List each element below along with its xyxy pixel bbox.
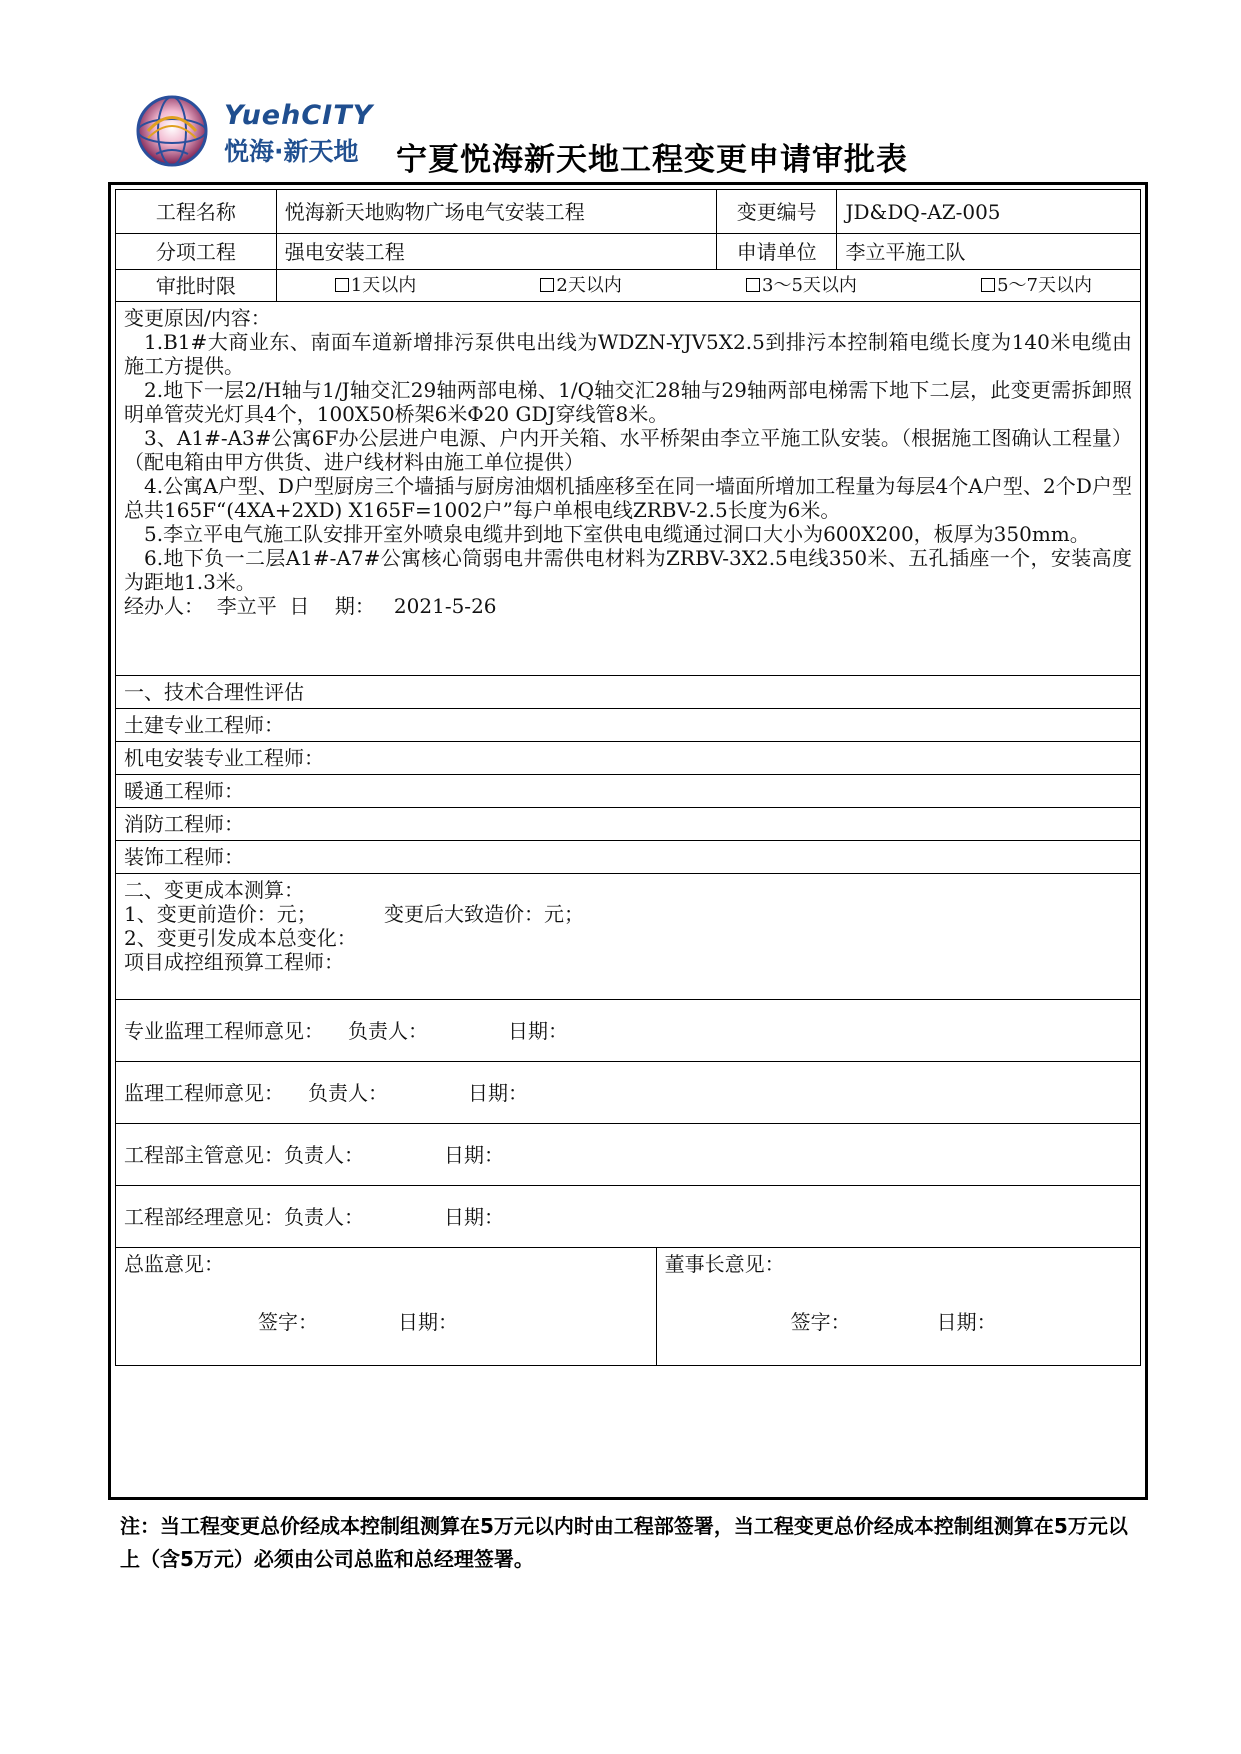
chief-date-label: 日期： xyxy=(398,1310,458,1334)
reason-heading: 变更原因/内容： xyxy=(124,306,271,330)
approval-form-table xyxy=(115,189,1141,1366)
form-frame xyxy=(108,182,1148,1500)
sub-project-label: 分项工程 xyxy=(116,234,277,270)
project-name-value: 悦海新天地购物广场电气安装工程 xyxy=(276,190,716,234)
chief-sign-label: 签字： xyxy=(258,1310,318,1334)
opinion-owner: 负责人： xyxy=(284,1204,364,1229)
opinion-date: 日期： xyxy=(468,1080,528,1105)
reason-item-4: 4.公寓A户型、D户型厨房三个墙插与厨房油烟机插座移至在同一墙面所增加工程量为每层4个A户型、2个D户型总共165F“(4XA+2XD) X165F=1002户”每户单根电线ZRBV-2.5长度为6米。 xyxy=(124,474,1132,522)
checkbox-icon xyxy=(746,278,760,292)
opinion-label: 监理工程师意见： xyxy=(124,1080,284,1105)
deadline-label: 审批时限 xyxy=(116,270,277,302)
row-opinion-1 xyxy=(116,1000,1141,1062)
handler-line: 经办人： 李立平 日 期： 2021-5-26 xyxy=(124,594,497,618)
mep-engineer-field[interactable]: 机电安装专业工程师： xyxy=(116,742,1141,775)
checkbox-icon xyxy=(335,278,349,292)
chairman-opinion-cell[interactable] xyxy=(656,1248,1140,1366)
civil-engineer-field[interactable]: 土建专业工程师： xyxy=(116,709,1141,742)
row-opinion-4 xyxy=(116,1186,1141,1248)
chief-opinion-cell[interactable] xyxy=(116,1248,657,1366)
chairman-opinion-label: 董事长意见： xyxy=(664,1252,785,1276)
opinion-cell[interactable] xyxy=(116,1000,1141,1062)
hvac-engineer-field[interactable]: 暖通工程师： xyxy=(116,775,1141,808)
deadline-option-label: 3～5天以内 xyxy=(762,274,857,296)
row-opinion-2 xyxy=(116,1062,1141,1124)
footer-note: 注：当工程变更总价经成本控制组测算在5万元以内时由工程部签署，当工程变更总价经成本控制组测算在5万元以上（含5万元）必须由公司总监和总经理签署。 xyxy=(120,1514,1128,1571)
opinion-date: 日期： xyxy=(444,1204,504,1229)
change-reason-cell xyxy=(116,302,1141,676)
deadline-option-4[interactable] xyxy=(981,275,1092,297)
checkbox-icon xyxy=(981,278,995,292)
row-cost-estimate xyxy=(116,874,1141,1000)
budget-engineer-field[interactable]: 项目成控组预算工程师： xyxy=(124,950,344,974)
cost-after-field[interactable]: 变更后大致造价：元； xyxy=(384,902,584,926)
opinion-label: 专业监理工程师意见： xyxy=(124,1018,324,1043)
sub-project-value: 强电安装工程 xyxy=(276,234,716,270)
fire-engineer-field[interactable]: 消防工程师： xyxy=(116,808,1141,841)
checkbox-icon xyxy=(540,278,554,292)
globe-logo-icon xyxy=(136,94,208,168)
opinion-label: 工程部经理意见： xyxy=(124,1204,284,1229)
row-final-approval xyxy=(116,1248,1141,1366)
opinion-date: 日期： xyxy=(508,1018,568,1043)
reason-item-2: 2.地下一层2/H轴与1/J轴交汇29轴两部电梯、1/Q轴交汇28轴与29轴两部电梯需下地下二层，此变更需拆卸照明单管荧光灯具4个，100X50桥架6米Φ20 GDJ穿线管8米。 xyxy=(124,378,1132,426)
company-logo xyxy=(136,94,380,170)
reason-item-3: 3、A1#-A3#公寓6F办公层进户电源、户内开关箱、水平桥架由李立平施工队安装。（根据施工图确认工程量）（配电箱由甲方供货、进户线材料由施工单位提供） xyxy=(124,426,1132,474)
opinion-cell[interactable] xyxy=(116,1124,1141,1186)
chairman-sign-label: 签字： xyxy=(790,1310,851,1334)
opinion-owner: 负责人： xyxy=(308,1080,388,1105)
row-change-reason xyxy=(116,302,1141,676)
logo-chinese-text: 悦海·新天地 xyxy=(224,137,359,166)
applicant-value: 李立平施工队 xyxy=(837,234,1141,270)
change-no-value: JD&DQ-AZ-005 xyxy=(837,190,1141,234)
opinion-owner: 负责人： xyxy=(348,1018,428,1043)
project-name-label: 工程名称 xyxy=(116,190,277,234)
reason-item-6: 6.地下负一二层A1#-A7#公寓核心筒弱电井需供电材料为ZRBV-3X2.5电线350米、五孔插座一个，安装高度为距地1.3米。 xyxy=(124,546,1132,594)
deadline-option-label: 2天以内 xyxy=(556,274,622,296)
cost-before-after-line xyxy=(124,902,1132,926)
deadline-option-label: 5～7天以内 xyxy=(997,274,1092,296)
change-no-label: 变更编号 xyxy=(716,190,837,234)
row-deadline xyxy=(116,270,1141,302)
row-project-name xyxy=(116,190,1141,234)
applicant-label: 申请单位 xyxy=(716,234,837,270)
reason-item-1: 1.B1#大商业东、南面车道新增排污泵供电出线为WDZN-YJV5X2.5到排污本控制箱电缆长度为140米电缆由施工方提供。 xyxy=(124,330,1132,378)
opinion-cell[interactable] xyxy=(116,1186,1141,1248)
row-sub-project xyxy=(116,234,1141,270)
deadline-option-1[interactable] xyxy=(335,275,416,297)
cost-before-field[interactable]: 1、变更前造价：元； xyxy=(124,902,317,926)
deadline-option-2[interactable] xyxy=(540,275,621,297)
tech-heading: 一、技术合理性评估 xyxy=(116,676,1141,709)
chief-opinion-label: 总监意见： xyxy=(124,1252,224,1276)
opinion-owner: 负责人： xyxy=(284,1142,364,1167)
document-title: 宁夏悦海新天地工程变更申请审批表 xyxy=(396,142,908,178)
opinion-label: 工程部主管意见： xyxy=(124,1142,284,1167)
row-opinion-3 xyxy=(116,1124,1141,1186)
opinion-cell[interactable] xyxy=(116,1062,1141,1124)
cost-heading: 二、变更成本测算： xyxy=(124,878,304,902)
opinion-date: 日期： xyxy=(444,1142,504,1167)
deco-engineer-field[interactable]: 装饰工程师： xyxy=(116,841,1141,874)
deadline-option-3[interactable] xyxy=(746,275,857,297)
cost-estimate-cell xyxy=(116,874,1141,1000)
cost-total-field[interactable]: 2、变更引发成本总变化： xyxy=(124,926,357,950)
deadline-options xyxy=(276,270,1140,302)
chairman-date-label: 日期： xyxy=(936,1310,997,1334)
logo-english-text: YuehCITY xyxy=(224,100,374,131)
reason-item-5: 5.李立平电气施工队安排开室外喷泉电缆井到地下室供电电缆通过洞口大小为600X200，板厚为350mm。 xyxy=(144,522,1090,546)
deadline-option-label: 1天以内 xyxy=(350,274,417,296)
